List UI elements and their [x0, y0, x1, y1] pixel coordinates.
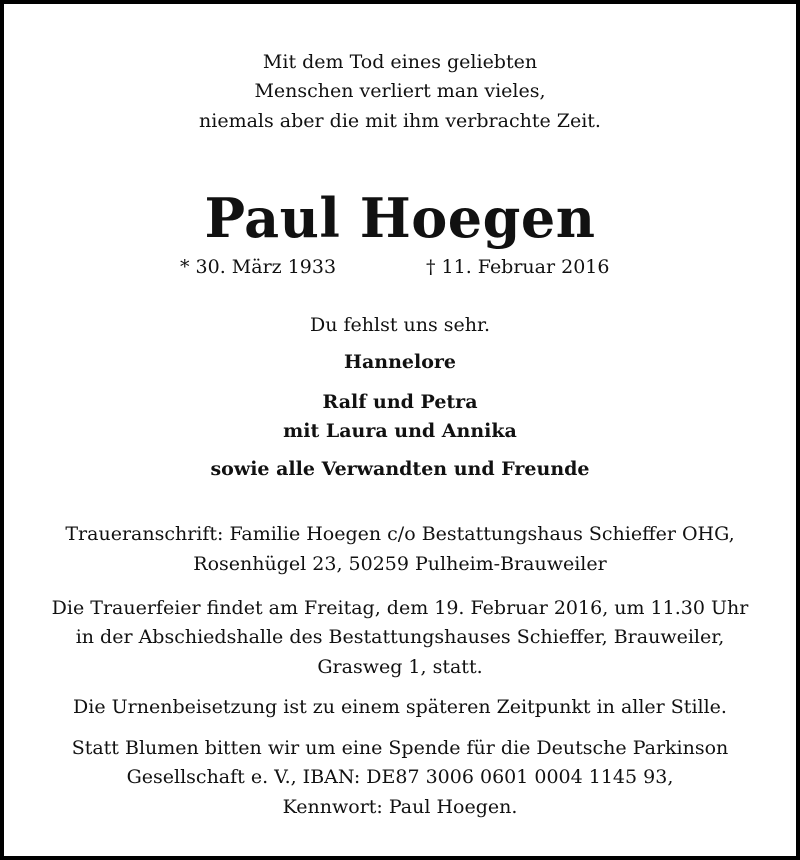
mourner-hannelore: Hannelore	[344, 351, 456, 373]
mourner-relatives-friends: sowie alle Verwandten und Freunde	[210, 458, 590, 480]
ceremony-line-2: in der Abschiedshalle des Bestattungshauses Schieffer, Brauweiler,	[75, 626, 725, 648]
motto-line-3: niemals aber die mit ihm verbrachte Zeit.	[199, 110, 601, 132]
donation-line-1: Statt Blumen bitten wir um eine Spende für die Deutsche Parkinson	[71, 737, 729, 759]
address-line-2: Rosenhügel 23, 50259 Pulheim-Brauweiler	[193, 553, 607, 575]
mourner-ralf-petra: Ralf und Petra	[322, 391, 478, 413]
life-dates	[4, 253, 796, 282]
motto-line-2: Menschen verliert man vieles,	[254, 80, 546, 102]
motto-line-1: Mit dem Tod eines geliebten	[262, 51, 538, 73]
birth-date: * 30. März 1933	[180, 256, 337, 278]
address-line-1: Traueranschrift: Familie Hoegen c/o Bestattungshaus Schieffer OHG,	[65, 523, 735, 545]
deceased-name: Paul Hoegen	[204, 186, 596, 250]
ceremony-line-3: Grasweg 1, statt.	[317, 656, 483, 678]
donation-line-3: Kennwort: Paul Hoegen.	[282, 796, 518, 818]
mourner-laura-annika: mit Laura und Annika	[283, 420, 517, 442]
donation-line-2: Gesellschaft e. V., IBAN: DE87 3006 0601 0004 1145 93,	[126, 766, 674, 788]
death-date: † 11. Februar 2016	[426, 256, 610, 278]
ceremony-line-1: Die Trauerfeier findet am Freitag, dem 19. Februar 2016, um 11.30 Uhr	[51, 597, 749, 619]
burial-note: Die Urnenbeisetzung ist zu einem späteren Zeitpunkt in aller Stille.	[73, 696, 727, 718]
tribute-text: Du fehlst uns sehr.	[309, 314, 491, 336]
